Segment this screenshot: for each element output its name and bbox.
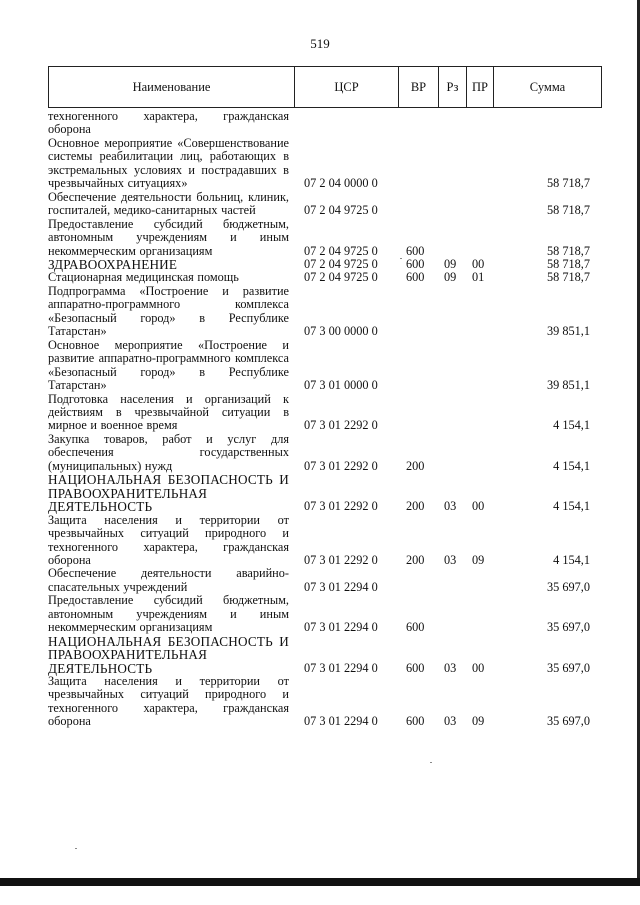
row-name: НАЦИОНАЛЬНАЯ БЕЗОПАСНОСТЬ И ПРАВООХРАНИТЕЛЬНАЯ ДЕЯТЕЛЬНОСТЬ <box>48 633 289 676</box>
row-csr: 07 3 01 2294 0 <box>304 660 378 675</box>
row-vr: 600 <box>406 243 425 258</box>
row-sum: 58 718,7 <box>546 256 590 271</box>
row-sum: 58 718,7 <box>546 203 590 218</box>
row-pr: 09 <box>472 552 485 567</box>
row-csr: 07 2 04 9725 0 <box>304 203 378 218</box>
row-pr: 00 <box>472 499 485 514</box>
row-sum: 35 697,0 <box>546 660 590 675</box>
row-name: Подпрограмма «Построение и развитие аппаратно-программного комплекса «Безопасный город» в Республике Татарстан» <box>48 283 289 339</box>
row-rz: 03 <box>444 552 457 567</box>
row-csr: 07 3 01 2294 0 <box>304 579 378 594</box>
row-csr: 07 3 01 2294 0 <box>304 620 378 635</box>
row-name: Обеспечение деятельности больниц, клиник, госпиталей, медико-санитарных частей <box>48 189 289 218</box>
table-row <box>48 473 602 513</box>
table-row <box>48 594 602 634</box>
table-row <box>48 567 602 594</box>
row-vr: 200 <box>406 458 425 473</box>
table-row <box>48 110 602 137</box>
row-pr: 09 <box>472 714 485 729</box>
row-rz: 03 <box>444 499 457 514</box>
row-name: Защита населения и территории от чрезвычайных ситуаций природного и техногенного характера, гражданская оборона <box>48 674 289 729</box>
table-row <box>48 191 602 218</box>
row-rz: 09 <box>444 270 457 285</box>
header-vr: ВР <box>398 67 438 107</box>
row-vr: 600 <box>406 620 425 635</box>
row-vr: 600 <box>406 256 425 271</box>
table-row <box>48 339 602 393</box>
row-sum: 35 697,0 <box>546 714 590 729</box>
row-csr: 07 2 04 9725 0 <box>304 256 378 271</box>
row-vr: 600 <box>406 660 425 675</box>
row-name: НАЦИОНАЛЬНАЯ БЕЗОПАСНОСТЬ И ПРАВООХРАНИТЕЛЬНАЯ ДЕЯТЕЛЬНОСТЬ <box>48 472 289 515</box>
header-pr: ПР <box>466 67 493 107</box>
row-csr: 07 3 00 0000 0 <box>304 324 378 339</box>
table-row <box>48 514 602 568</box>
row-sum: 58 718,7 <box>546 243 590 258</box>
row-csr: 07 3 01 2292 0 <box>304 552 378 567</box>
row-pr: 00 <box>472 256 485 271</box>
scan-speck <box>430 762 432 763</box>
table-body <box>48 110 602 729</box>
row-rz: 03 <box>444 714 457 729</box>
row-name: Основное мероприятие «Построение и развитие аппаратно-программного комплекса «Безопасный город» в Республике Татарстан» <box>48 337 289 393</box>
row-pr: 00 <box>472 660 485 675</box>
table-row <box>48 393 602 433</box>
table-row <box>48 218 602 258</box>
row-name: ЗДРАВООХРАНЕНИЕ <box>48 256 178 272</box>
row-csr: 07 2 04 0000 0 <box>304 176 378 191</box>
scan-speck <box>75 848 77 849</box>
table-row <box>48 137 602 191</box>
row-vr: 600 <box>406 714 425 729</box>
table-header <box>48 66 602 108</box>
header-name: Наименование <box>132 80 211 94</box>
header-rz: Рз <box>438 67 466 107</box>
row-rz: 03 <box>444 660 457 675</box>
row-sum: 39 851,1 <box>546 378 590 393</box>
row-name: Защита населения и территории от чрезвычайных ситуаций природного и техногенного характера, гражданская оборона <box>48 512 289 567</box>
row-name: Предоставление субсидий бюджетным, автономным учреждениям и иным некоммерческим организациям <box>48 593 289 635</box>
row-pr: 01 <box>472 270 485 285</box>
row-name: Обеспечение деятельности аварийно-спасательных учреждений <box>48 566 289 594</box>
row-csr: 07 2 04 9725 0 <box>304 243 378 258</box>
header-csr: ЦСР <box>294 67 398 107</box>
row-csr: 07 3 01 2294 0 <box>304 714 378 729</box>
row-sum: 39 851,1 <box>546 324 590 339</box>
row-csr: 07 2 04 9725 0 <box>304 270 378 285</box>
row-vr: 200 <box>406 552 425 567</box>
row-sum: 4 154,1 <box>553 552 590 567</box>
row-sum: 4 154,1 <box>553 418 590 433</box>
row-vr: 200 <box>406 499 425 514</box>
row-sum: 4 154,1 <box>553 499 590 514</box>
table-row <box>48 285 602 339</box>
row-csr: 07 3 01 0000 0 <box>304 378 378 393</box>
scan-bottom-bar <box>0 878 640 886</box>
row-sum: 35 697,0 <box>546 579 590 594</box>
table-row <box>48 635 602 675</box>
row-rz: 09 <box>444 256 457 271</box>
row-name: Предоставление субсидий бюджетным, автономным учреждениям и иным некоммерческим организациям <box>48 216 289 258</box>
table-row <box>48 258 602 271</box>
row-name: Закупка товаров, работ и услуг для обеспечения государственных (муниципальных) нужд <box>48 431 289 473</box>
row-sum: 58 718,7 <box>546 270 590 285</box>
row-sum: 58 718,7 <box>546 176 590 191</box>
row-name: техногенного характера, гражданская оборона <box>48 109 289 137</box>
table-row <box>48 675 602 729</box>
scan-speck <box>400 258 402 259</box>
header-sum: Сумма <box>493 67 601 107</box>
row-name: Подготовка населения и организаций к действиям в чрезвычайной ситуации в мирное и военное время <box>48 391 289 433</box>
table-row <box>48 433 602 473</box>
row-sum: 35 697,0 <box>546 620 590 635</box>
row-sum: 4 154,1 <box>553 458 590 473</box>
row-name: Стационарная медицинская помощь <box>48 270 239 285</box>
row-name: Основное мероприятие «Совершенствование системы реабилитации лиц, работающих в экстремальных условиях и пострадавших в чрезвычайных ситуациях» <box>48 135 289 191</box>
table-row <box>48 271 602 284</box>
row-csr: 07 3 01 2292 0 <box>304 458 378 473</box>
page-number: 519 <box>310 36 330 51</box>
row-vr: 600 <box>406 270 425 285</box>
row-csr: 07 3 01 2292 0 <box>304 418 378 433</box>
row-csr: 07 3 01 2292 0 <box>304 499 378 514</box>
